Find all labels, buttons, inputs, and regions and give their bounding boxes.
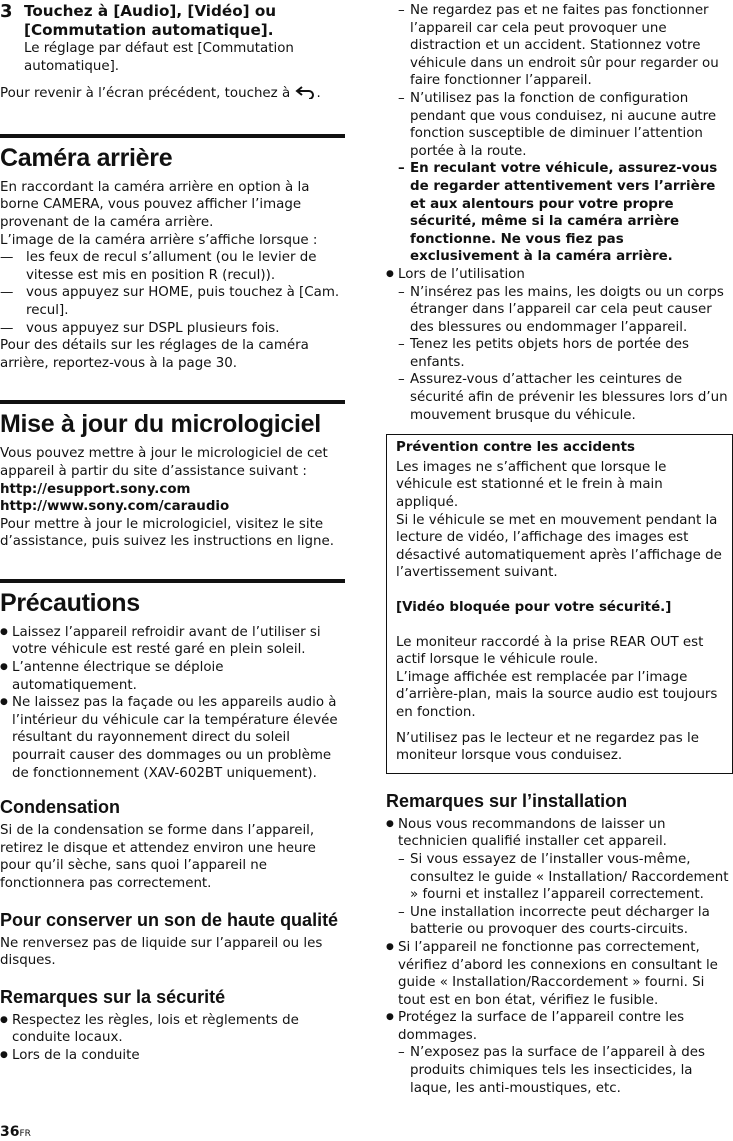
support-link[interactable]: http://esupport.sony.com [0,481,191,497]
list-item: — vous appuyez sur DSPL plusieurs fois. [0,320,345,338]
back-arrow-icon [294,85,316,99]
box-text: L’image affichée est remplacée par l’image d’arrière-plan, mais la source audio est toujours en fonction. [396,669,718,720]
list-item: – Assurez-vous d’attacher les ceintures de sécurité afin de prévenir les blessures lors d’un mouvement brusque du véhicule. [398,371,733,424]
firmware-intro: Vous pouvez mettre à jour le micrologiciel de cet appareil à partir du site d’assistance suivant : [0,446,328,479]
box-text: Le moniteur raccordé à la prise REAR OUT est actif lorsque le véhicule roule. [396,634,704,668]
firmware-title: Mise à jour du micrologiciel [0,410,321,439]
list-item: ● Ne laissez pas la façade ou les appareils audio à l’intérieur du véhicule car la température élevée résultant du rayonnement direct du soleil pourrait causer des dommages ou un problème de fonctionnement (XAV-602BT uniquement). [0,694,345,782]
list-item: — vous appuyez sur HOME, puis touchez à [Cam. recul]. [0,284,345,319]
section-rule [0,134,345,138]
caraudio-link[interactable]: http://www.sony.com/caraudio [0,499,230,515]
step-title-line2: [Commutation automatique]. [24,21,274,39]
list-item: ● Si l’appareil ne fonctionne pas correctement, vérifiez d’abord les connexions en consultant le guide « Installation/Raccordement » fourni. Si tout est en bon état, vérifiez le fusible. [386,939,733,1009]
camera-intro: En raccordant la caméra arrière en option à la borne CAMERA, vous pouvez afficher l’image provenant de la caméra arrière. [0,179,310,230]
list-item: – Une installation incorrecte peut décharger la batterie ou provoquer des courts-circuits. [398,904,733,939]
step-number: 3 [0,1,13,22]
list-item: ● Nous vous recommandons de laisser un technicien qualifié installer cet appareil. [386,816,733,851]
list-item: – En reculant votre véhicule, assurez-vous de regarder attentivement vers l’arrière et aux alentours pour votre propre sécurité, même si la caméra arrière fonctionne. Ne vous fiez pas exclusivement à la caméra arrière. [398,160,733,266]
return-text: Pour revenir à l’écran précédent, touchez à [0,86,291,102]
quality-text: Ne renversez pas de liquide sur l’appareil ou les disques. [0,935,323,969]
step-title-line1: Touchez à [Audio], [Vidéo] ou [24,2,277,20]
camera-reference: Pour des détails sur les réglages de la caméra arrière, reportez-vous à la page 30. [0,338,309,371]
step-3 [0,2,345,75]
condensation-title: Condensation [0,797,120,818]
install-list-2 [386,939,733,1045]
list-item: ● Respectez les règles, lois et règlements de conduite locaux. [0,1012,345,1047]
usage-sub-list [398,284,733,425]
right-column [386,0,733,1097]
camera-title: Caméra arrière [0,143,173,172]
step-note-line2: automatique]. [24,58,120,74]
box-title: Prévention contre les accidents [396,440,636,456]
firmware-url-2[interactable] [0,498,345,516]
safety-title: Remarques sur la sécurité [0,986,226,1007]
page-language: FR [19,1129,31,1139]
install-title: Remarques sur l’installation [386,790,628,811]
firmware-url-1[interactable] [0,481,345,499]
page-number [0,1124,31,1140]
camera-conditions [0,249,345,337]
list-item: ● Protégez la surface de l’appareil contre les dommages. [386,1009,733,1044]
list-item: – Ne regardez pas et ne faites pas fonctionner l’appareil car cela peut provoquer une distraction et un accident. Stationnez votre véhicule dans un endroit sûr pour regarder ou faire fonctionner l’appareil. [398,2,733,90]
step-note-line1: Le réglage par défaut est [Commutation [24,41,294,56]
box-text: Les images ne s’affichent que lorsque le véhicule est stationné et le frein à main appliqué. [396,459,667,511]
list-item: – Tenez les petits objets hors de portée des enfants. [398,336,733,371]
box-text: N’utilisez pas le lecteur et ne regardez pas le moniteur lorsque vous conduisez. [396,730,699,764]
precautions-list [0,624,345,782]
install-list [386,816,733,851]
safety-list [0,1012,345,1065]
install-sub-list-1 [398,851,733,939]
box-text: Si le véhicule se met en mouvement pendant la lecture de vidéo, l’affichage des images est désactivé automatiquement après l’affichage de l’avertissement suivant. [396,512,722,581]
section-rule [0,400,345,404]
list-item: ● Lors de l’utilisation [386,266,733,284]
camera-when: L’image de la caméra arrière s’affiche lorsque : [0,232,318,248]
list-item: – N’exposez pas la surface de l’appareil à des produits chimiques tels les insecticides, la laque, les anti-moustiques, etc. [398,1044,733,1097]
page-number-value: 36 [0,1124,20,1140]
install-sub-list-3 [398,1044,733,1097]
firmware-instructions: Pour mettre à jour le micrologiciel, visitez le site d’assistance, puis suivez les instructions en ligne. [0,516,335,550]
section-rule [0,579,345,583]
list-item: – N’insérez pas les mains, les doigts ou un corps étranger dans l’appareil car cela peut causer des blessures ou endommager l’appareil. [398,284,733,337]
quality-title: Pour conserver un son de haute qualité [0,909,339,930]
list-item: – Si vous essayez de l’installer vous-même, consultez le guide « Installation/ Raccordement » fourni et installez l’appareil correctement. [398,851,733,904]
list-item: ● L’antenne électrique se déploie automatiquement. [0,659,345,694]
list-item: ● Laissez l’appareil refroidir avant de l’utiliser si votre véhicule est resté garé en plein soleil. [0,624,345,659]
driving-sub-list [398,2,733,266]
left-column [0,0,345,1065]
list-item: – N’utilisez pas la fonction de configuration pendant que vous conduisez, ni aucune autre fonction susceptible de diminuer l’attention portée à la route. [398,90,733,160]
return-instruction: Pour revenir à l’écran précédent, touchez à . [0,86,321,102]
box-warning: [Vidéo bloquée pour votre sécurité.] [396,600,672,615]
list-item: ● Lors de la conduite [0,1047,345,1065]
usage-list [386,266,733,284]
accident-prevention-box [386,434,733,774]
condensation-text: Si de la condensation se forme dans l’appareil, retirez le disque et attendez environ une heure pour qu’il sèche, sans quoi l’appareil ne fonctionnera pas correctement. [0,823,316,891]
precautions-title: Précautions [0,588,140,617]
list-item: — les feux de recul s’allument (ou le levier de vitesse est mis en position R (recul)). [0,249,345,284]
